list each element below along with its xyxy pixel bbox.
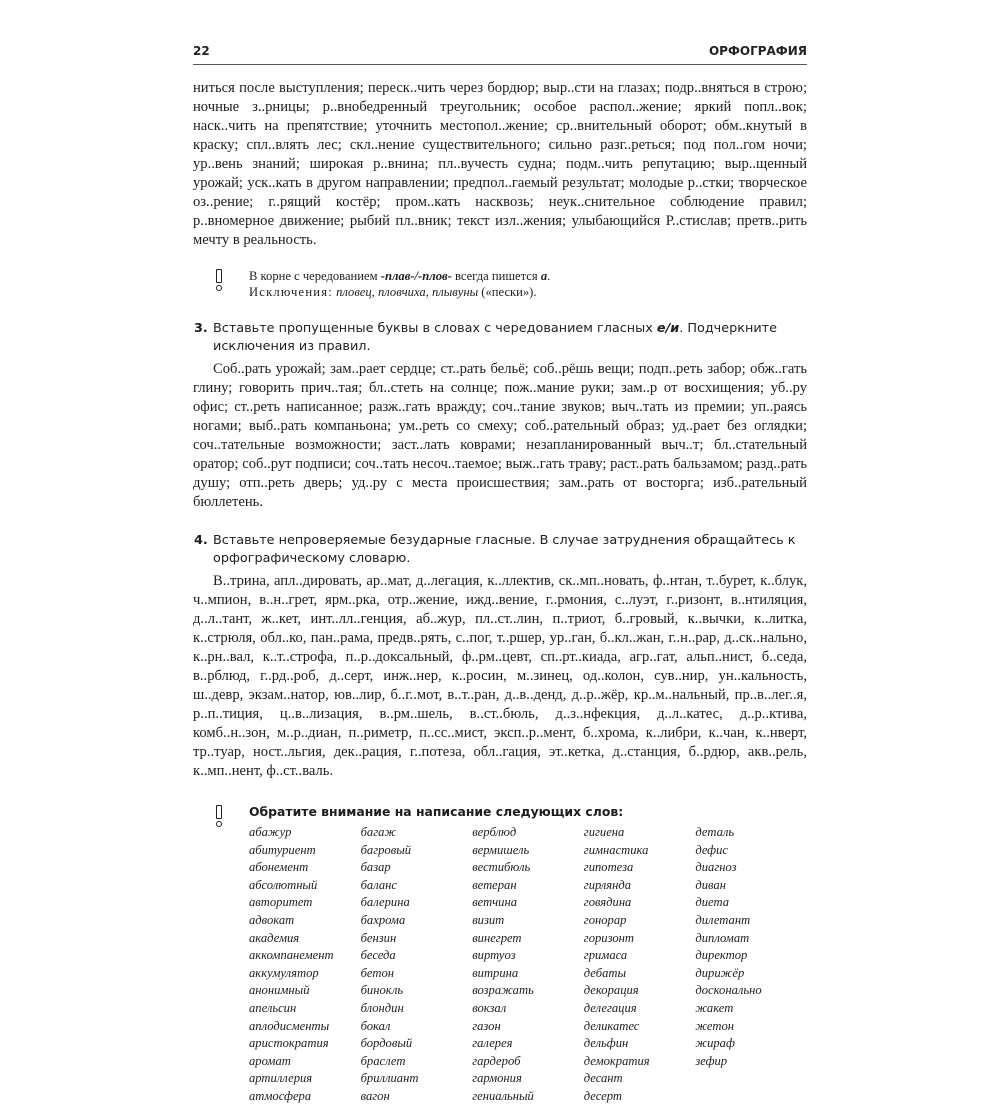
word-item: аплодисменты (249, 1018, 330, 1033)
word-item: десант (583, 1071, 623, 1086)
word-item: баланс (360, 877, 398, 892)
word-item: зефир (695, 1053, 728, 1068)
word-item: диагноз (695, 860, 737, 875)
task-number: 3. (194, 321, 208, 336)
word-item: бриллиант (360, 1071, 419, 1086)
word-item: атмосфера (249, 1088, 312, 1103)
word-item: балерина (360, 895, 410, 910)
word-item: ветчина (472, 895, 518, 910)
word-column (584, 824, 696, 1106)
word-item: галерея (472, 1036, 513, 1051)
word-item: визит (472, 912, 505, 927)
rule-note-line2: Исключения: пловец, пловчиха, плывуны («пески»). (249, 285, 537, 299)
word-item: демократия (583, 1053, 650, 1068)
rule-letter: а (540, 269, 548, 283)
word-item: блондин (360, 1000, 404, 1015)
word-item: абсолютный (249, 877, 318, 892)
word-item: дельфин (583, 1036, 629, 1051)
word-item: вокзал (472, 1000, 507, 1015)
word-item: анонимный (249, 983, 310, 998)
word-item: горизонт (583, 930, 634, 945)
word-item: гимнастика (583, 842, 649, 857)
word-item: беседа (360, 948, 396, 963)
word-item: бордовый (360, 1036, 413, 1051)
word-item: адвокат (249, 912, 295, 927)
task-4-instruction: 4. Вставьте непроверяемые безударные гласные. В случае затруднения обращайтесь к орфографическому словарю. (194, 533, 796, 566)
exclamation-icon (214, 805, 224, 827)
word-item: базар (360, 860, 391, 875)
word-item: гармония (472, 1071, 522, 1086)
word-item: диета (695, 895, 730, 910)
word-item: аристократия (249, 1036, 329, 1051)
word-item: жетон (695, 1018, 734, 1033)
word-item: апельсин (249, 1000, 297, 1015)
task-4 (193, 532, 807, 781)
page-header (193, 44, 807, 65)
task-3-instruction: 3. Вставьте пропущенные буквы в словах с чередованием гласных е/и. Подчеркните исключения из правил. (194, 321, 777, 354)
exceptions-label: Исключения: (249, 285, 333, 299)
word-item: винегрет (472, 930, 522, 945)
exclamation-icon (214, 269, 224, 291)
word-column (695, 824, 807, 1106)
word-item: аккумулятор (249, 965, 319, 980)
word-item: жираф (695, 1036, 735, 1051)
word-item: бетон (360, 965, 394, 980)
spelling-words-note (193, 803, 807, 1106)
word-item: говядина (583, 895, 632, 910)
word-item: ветеран (472, 877, 517, 892)
word-item: абонемент (249, 860, 309, 875)
word-item: бинокль (360, 983, 404, 998)
word-item: бахрома (360, 912, 406, 927)
word-item: гигиена (583, 825, 625, 839)
task-3-text: Соб..рать урожай; зам..рает сердце; ст..рать бельё; соб..рёшь вещи; подп..реть забор; обж..гать глину; говорить прич..тая; бл..стеть на солнце; пож..мание руки; зам..р от восхищения; уб..ру офис; ст..реть написанное; разж..гать вражду; соч..тание звуков; выч..тать из премии; уп..раясь ногами; выб..рать компаньона; ум..реть со смеху; соб..рательный образ; уд..рает без оглядки; соч..тательные возможности; заст..лать коврами; незапланированный выч..т; бл..стательный оратор; соб..рут подписи; соч..тать несоч..таемое; выж..гать траву; раст..рать бальзамом; разд..рать душу; отп..реть дверь; уд..ру с места происшествия; зам..рать от восторга; изб..рательный бюллетень. (193, 361, 807, 510)
word-item: дипломат (695, 930, 750, 945)
word-item: досконально (695, 983, 762, 998)
word-item: газон (472, 1018, 501, 1033)
word-item: дебаты (583, 965, 626, 980)
word-item: гардероб (472, 1053, 521, 1068)
word-column (361, 824, 473, 1106)
word-item: диван (695, 877, 726, 892)
word-item: десерт (583, 1088, 622, 1103)
word-item: делегация (583, 1000, 637, 1015)
word-item: гонорар (583, 912, 627, 927)
word-item: гримаса (583, 948, 628, 963)
word-item: директор (695, 948, 748, 963)
word-item: академия (249, 930, 300, 945)
word-item: абитуриент (249, 842, 316, 857)
word-item: абажур (249, 825, 292, 839)
word-item: артиллерия (249, 1071, 313, 1086)
word-item: дирижёр (695, 965, 745, 980)
word-item: аромат (249, 1053, 291, 1068)
rule-note-line1: В корне с чередованием -плав-/-плов- всегда пишется а. (249, 269, 551, 283)
root-alternation: -плав-/-плов- (380, 269, 452, 283)
word-item: декорация (583, 983, 639, 998)
exceptions-words: пловец, пловчиха, плывуны (336, 285, 479, 299)
word-item: жакет (695, 1000, 734, 1015)
word-item: бензин (360, 930, 397, 945)
word-item: аккомпанемент (249, 948, 334, 963)
word-item: деталь (695, 825, 735, 839)
page-number: 22 (193, 44, 210, 58)
word-columns (249, 824, 807, 1106)
word-item: гениальный (472, 1088, 534, 1103)
word-item: вагон (360, 1088, 390, 1103)
task-3 (193, 320, 807, 512)
word-item: браслет (360, 1053, 406, 1068)
word-item: багровый (360, 842, 412, 857)
book-page (193, 44, 807, 1106)
word-item: гирлянда (583, 877, 632, 892)
word-item: гипотеза (583, 860, 634, 875)
word-item: дефис (695, 842, 729, 857)
spelling-words-title: Обратите внимание на написание следующих слов: (249, 804, 624, 819)
section-title: ОРФОГРАФИЯ (708, 44, 807, 58)
continued-paragraph: ниться после выступления; переск..чить через бордюр; выр..сти на глазах; подр..вняться в строю; ночные з..рницы; р..внобедренный треугольник; особое распол..жение; яркий попл..вок; наск..чить на препятствие; уточнить местопол..жение; ср..внительный оборот; обм..кнутый в краску; спл..влять лес; скл..нение существительного; сильно разг..реться; под пол..гом ночи; ур..вень знаний; широкая р..внина; пл..вучесть судна; подм..чить репутацию; выр..щенный урожай; уск..кать в другом направлении; предпол..гаемый результат; молодые р..стки; творческое оз..рение; г..рящий костёр; пром..кать насквозь; неук..снительное соблюдение правил; р..вномерное движение; рыбий пл..вник; текст изл..жения; улыбающийся Р..стислав; претв..рить мечту в реальность. (193, 80, 807, 248)
word-column (249, 824, 361, 1106)
word-item: деликатес (583, 1018, 640, 1033)
word-item: вестибюль (472, 860, 531, 875)
word-item: верблюд (472, 825, 517, 839)
word-item: авторитет (249, 895, 313, 910)
word-item: возражать (472, 983, 534, 998)
word-item: дилетант (695, 912, 751, 927)
rule-note (193, 268, 807, 300)
word-item: багаж (360, 825, 397, 839)
word-item: бокал (360, 1018, 391, 1033)
word-item: виртуоз (472, 948, 516, 963)
word-item: витрина (472, 965, 519, 980)
task-number: 4. (194, 533, 208, 548)
word-item: вермишель (472, 842, 530, 857)
word-column (472, 824, 584, 1106)
task-4-text: В..трина, апл..дировать, ар..мат, д..легация, к..ллектив, ск..мп..новать, ф..нтан, т..бурет, к..блук, ч..мпион, в..н..грет, ярм..рка, отр..жение, ижд..вение, г..рмония, с..луэт, г..ризонт, в..нтиляция, д..л..тант, ж..кет, инт..лл..генция, аб..жур, пл..ст..лин, п..триот, б..гровый, к..вычки, к..литка, к..стрюля, обл..ко, пан..рама, предв..рять, с..пог, т..ршер, ур..ган, б..кл..жан, г..н..рар, д..ск..нально, к..рн..вал, к..т..строфа, п..р..доксальный, ф..рм..цевт, сп..рт..киада, агр..гат, альп..нист, б..седа, в..рблюд, г..рд..роб, д..серт, инж..нер, к..росин, м..зинец, од..колон, сув..нир, ун..кальность, ш..девр, экзам..натор, юв..лир, б..г..мот, в..т..ран, д..в..денд, д..р..жёр, кр..м..нальный, пр..в..лег..я, р..п..тиция, ц..в..лизация, в..рм..шель, в..ст..бюль, д..з..нфекция, д..л..катес, д..р..ктива, комб..н..зон, м..р..диан, п..риметр, п..сс..мист, эксп..р..мент, б..хрома, к..либри, к..чан, к..нверт, тр..туар, ност..льгия, дек..рация, г..потеза, обл..гация, эт..кетка, д..станция, б..рдюр, акв..рель, к..мп..нент, ф..ст..валь. (193, 573, 807, 779)
